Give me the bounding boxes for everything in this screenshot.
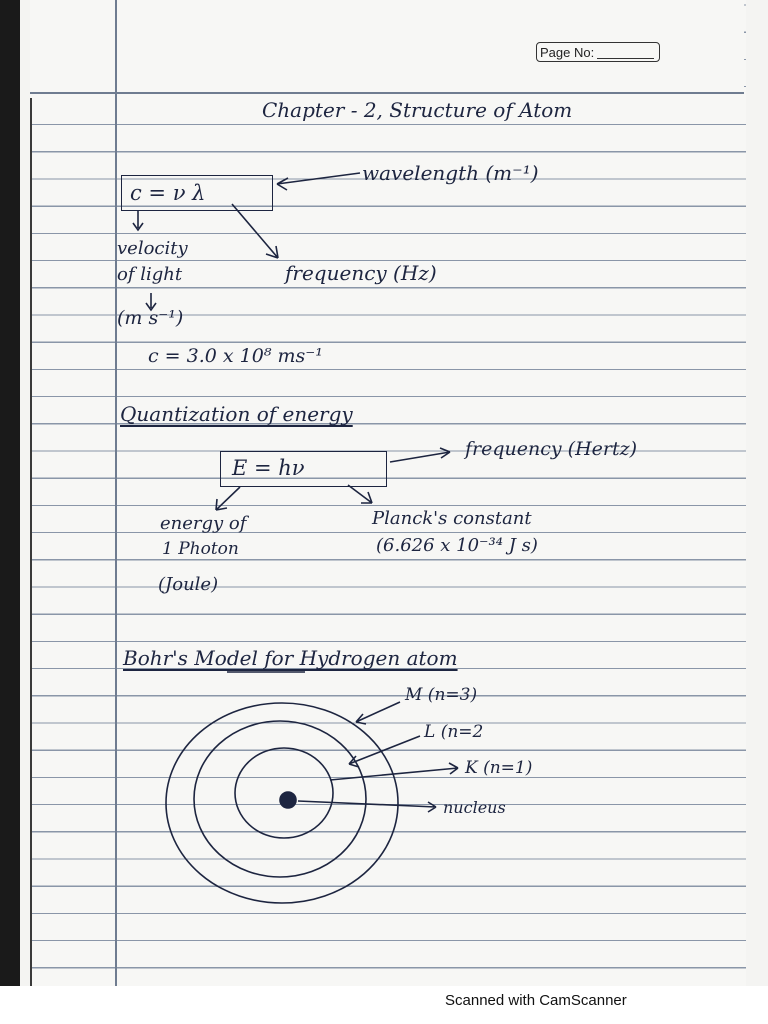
planck-value: (6.626 x 10⁻³⁴ J s) [376,535,538,556]
shell-k-label: K (n=1) [465,758,533,778]
camscanner-watermark: Scanned with CamScanner [445,992,627,1009]
velocity-label-line1: velocity [117,238,188,259]
bohr-model-heading: Bohr's Model for Hydrogen atom [123,646,458,670]
shell-m-label: M (n=3) [405,685,478,705]
arrow-to-frequency-hertz [390,448,450,462]
nucleus-label: nucleus [443,798,506,817]
page-number-label: Page No: [540,45,595,60]
velocity-label-line2: of light [117,264,183,285]
arrow-to-nucleus [298,801,436,812]
equation-c: c = ν λ [130,181,206,205]
energy-label-line2: 1 Photon [162,539,239,559]
arrow-to-m-shell [356,702,400,724]
arrow-to-wavelength [277,173,360,190]
arrow-to-frequency [232,204,278,258]
equation-e: E = hν [232,456,305,480]
arrow-to-velocity [133,210,143,230]
nucleus-dot [280,792,296,808]
arrow-to-l-shell [349,736,420,767]
planck-label: Planck's constant [372,508,532,529]
energy-label-line1: energy of [160,513,247,534]
arrow-to-planck [348,485,372,503]
arrow-to-unit [146,293,156,310]
shell-l-label: L (n=2 [424,722,484,742]
speed-of-light-value: c = 3.0 x 10⁸ ms⁻¹ [148,345,323,367]
velocity-unit: (m s⁻¹) [117,307,184,329]
chapter-title: Chapter - 2, Structure of Atom [262,98,573,122]
quantization-heading: Quantization of energy [120,402,353,426]
arrow-to-energy [216,487,240,510]
scanner-footer [0,986,768,1024]
wavelength-label: wavelength (m⁻¹) [362,161,539,185]
frequency-label-hertz: frequency (Hertz) [465,438,638,460]
energy-unit: (Joule) [158,574,219,595]
frequency-label-hz: frequency (Hz) [285,261,437,285]
